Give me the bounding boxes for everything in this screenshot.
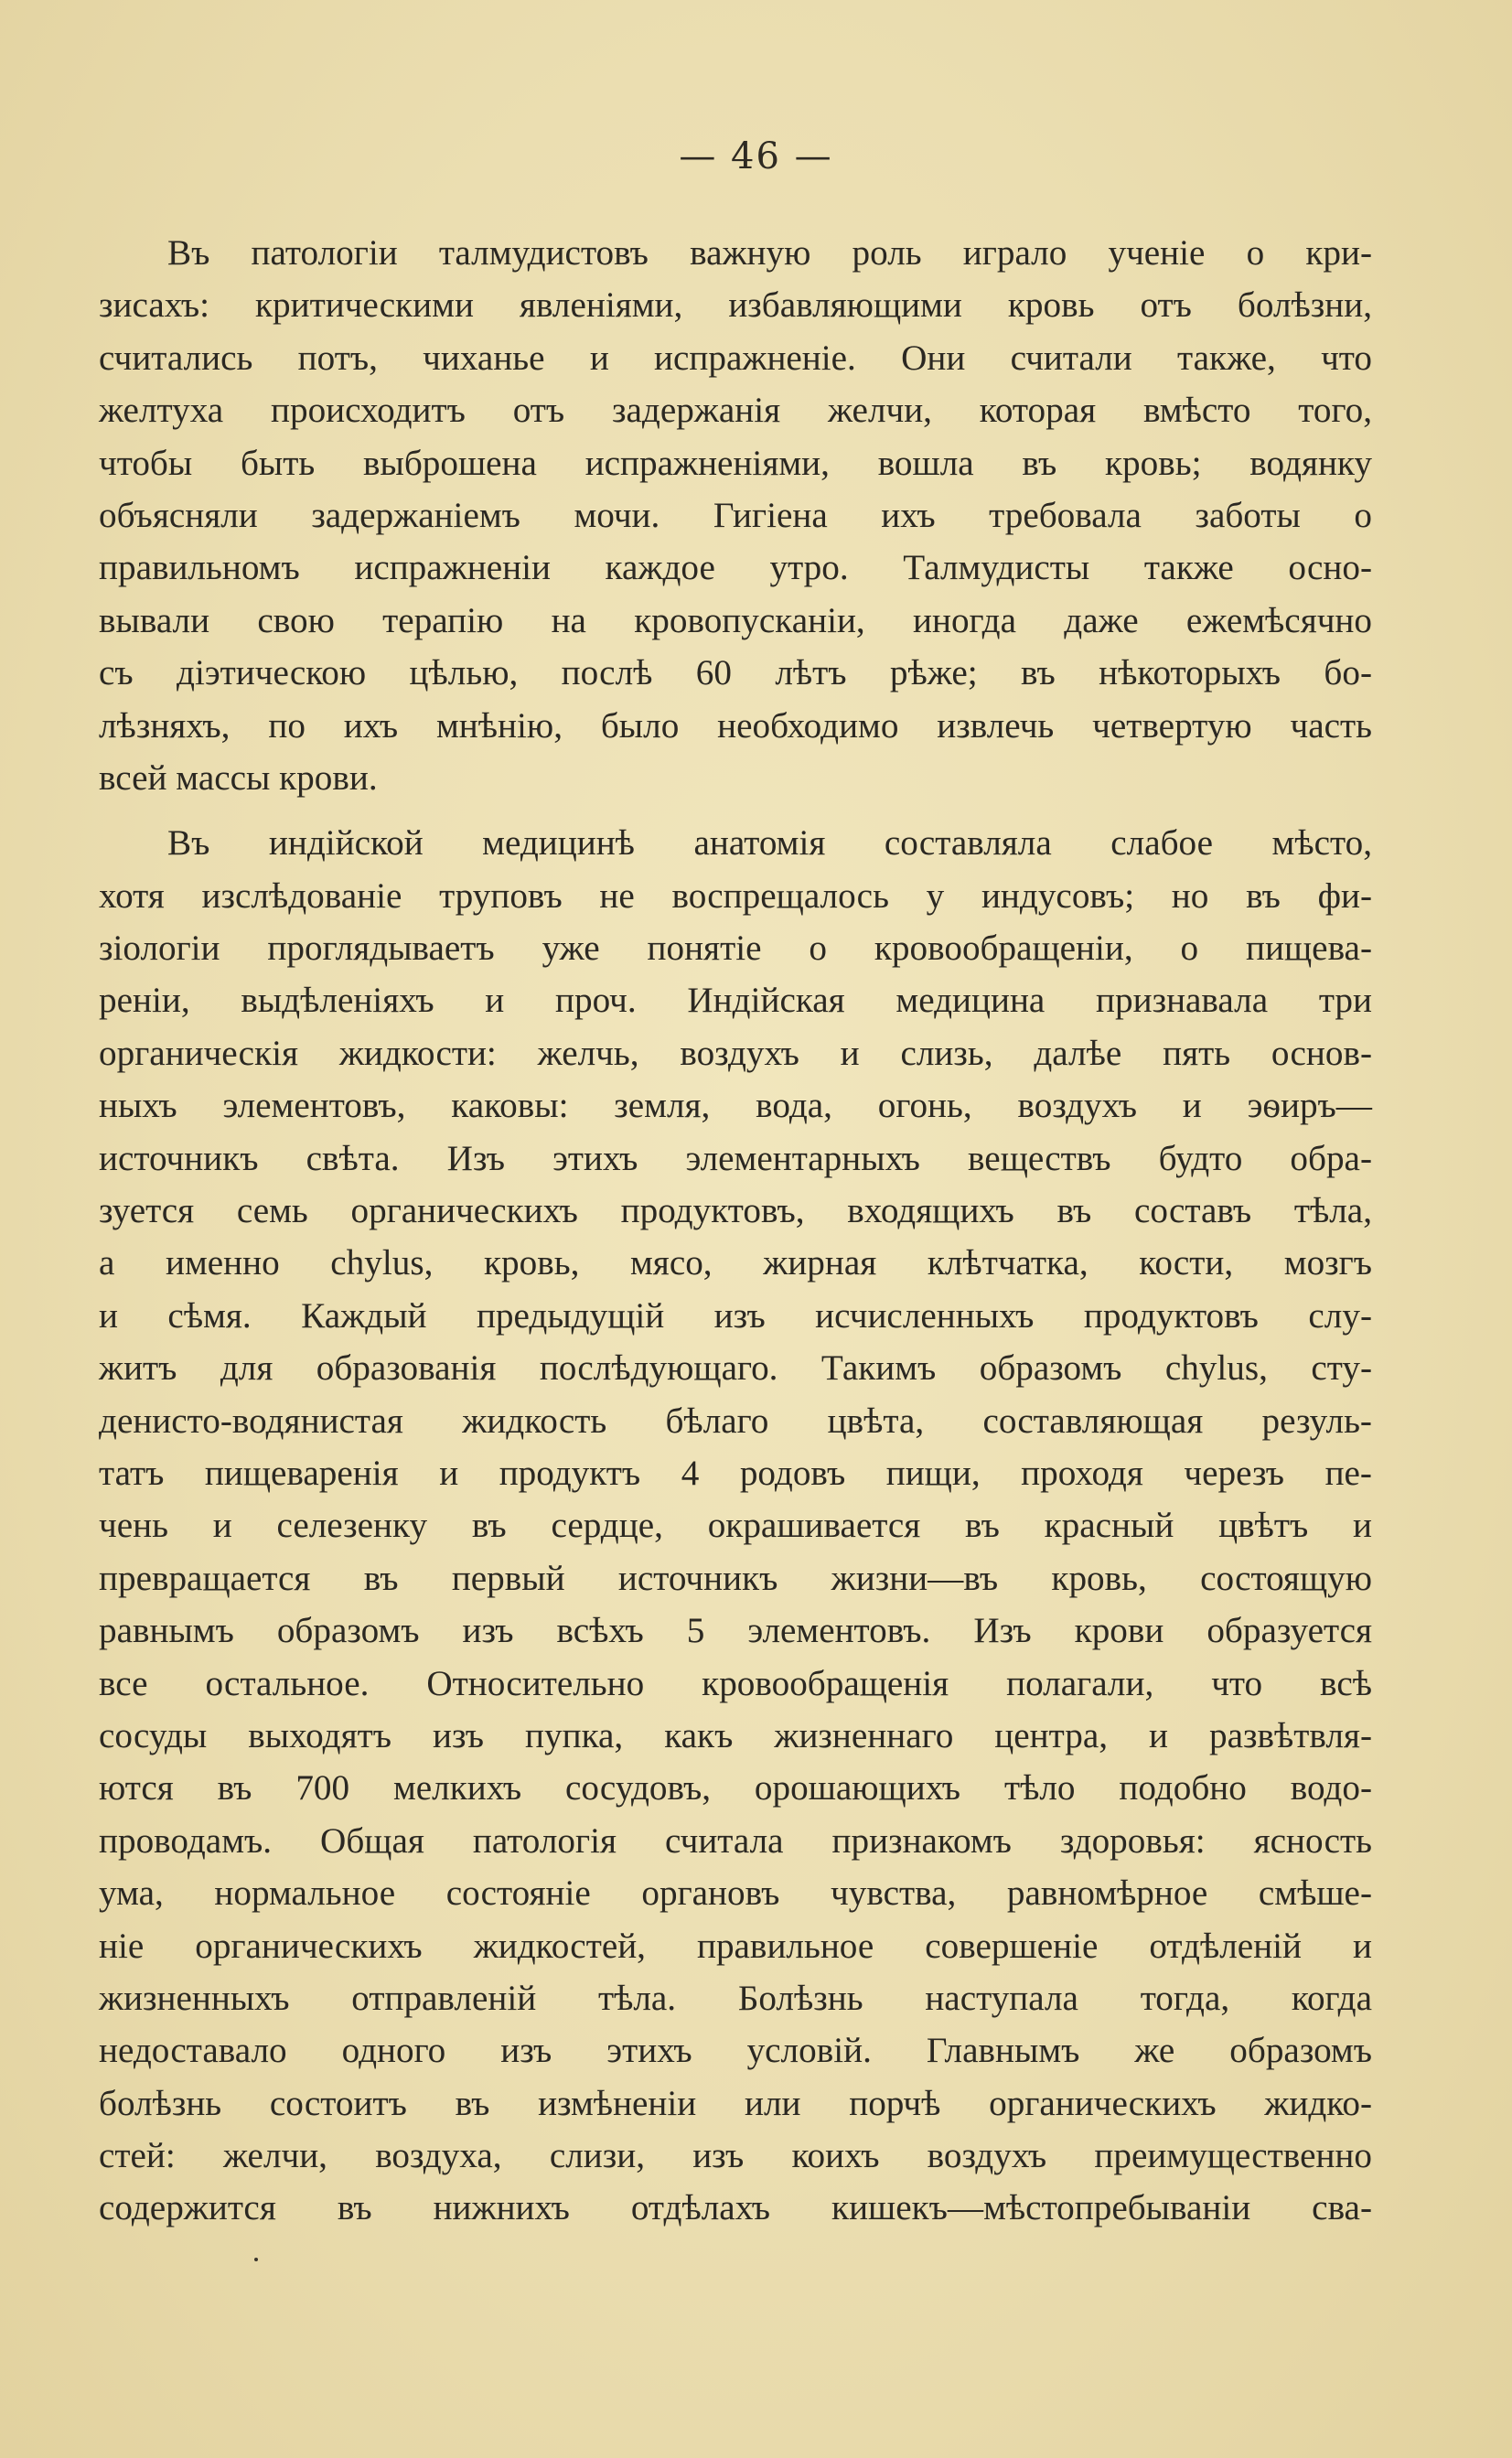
text-line: Въ индійской медицинѣ анатомія составляла слабое мѣсто, [167, 823, 1372, 864]
text-line: хотя изслѣдованіе труповъ не воспрещалось у индусовъ; но въ фи- [99, 875, 1372, 916]
ink-speck [254, 2258, 258, 2261]
text-line: недоставало одного изъ этихъ условій. Главнымъ же образомъ [99, 2031, 1372, 2071]
text-line: ума, нормальное состояніе органовъ чувства, равномѣрное смѣше- [99, 1873, 1372, 1914]
text-line: проводамъ. Общая патологія считала признакомъ здоровья: ясность [99, 1820, 1372, 1861]
text-line: стей: желчи, воздуха, слизи, изъ коихъ воздухъ преимущественно [99, 2136, 1372, 2176]
text-line: чень и селезенку въ сердце, окрашивается въ красный цвѣтъ и [99, 1506, 1372, 1546]
text-line: чтобы быть выброшена испражненіями, вошла въ кровь; водянку [99, 443, 1372, 483]
text-line: желтуха происходитъ отъ задержанія желчи, которая вмѣсто того, [99, 391, 1372, 431]
text-line: ются въ 700 мелкихъ сосудовъ, орошающихъ тѣло подобно водо- [99, 1768, 1372, 1809]
text-line: вывали свою терапію на кровопусканіи, иногда даже ежемѣсячно [99, 600, 1372, 640]
paragraph-talmudist-pathology [99, 227, 1372, 804]
text-line: источникъ свѣта. Изъ этихъ элементарныхъ веществъ будто обра- [99, 1138, 1372, 1178]
text-line: лѣзняхъ, по ихъ мнѣнію, было необходимо извлечь четвертую часть [99, 705, 1372, 746]
paragraph-indian-medicine [99, 817, 1372, 2235]
text-line: съ діэтическою цѣлью, послѣ 60 лѣтъ рѣже; въ нѣкоторыхъ бо- [99, 653, 1372, 693]
text-line: Въ патологіи талмудистовъ важную роль играло ученіе о кри- [167, 233, 1372, 273]
text-line: зіологіи проглядываетъ уже понятіе о кровообращеніи, о пищева- [99, 928, 1372, 969]
text-line: зуется семь органическихъ продуктовъ, входящихъ въ составъ тѣла, [99, 1191, 1372, 1231]
body-text [99, 227, 1372, 2235]
text-line: сосуды выходятъ изъ пупка, какъ жизненнаго центра, и развѣтвля- [99, 1715, 1372, 1755]
text-line: татъ пищеваренія и продуктъ 4 родовъ пищи, проходя черезъ пе- [99, 1453, 1372, 1493]
text-line: объясняли задержаніемъ мочи. Гигіена ихъ требовала заботы о [99, 495, 1372, 535]
text-line: всей массы крови. [99, 757, 378, 798]
text-line: все остальное. Относительно кровообращенія полагали, что всѣ [99, 1663, 1372, 1703]
text-line: считались потъ, чиханье и испражненіе. Они считали также, что [99, 338, 1372, 378]
text-line: равнымъ образомъ изъ всѣхъ 5 элементовъ. Изъ крови образуется [99, 1611, 1372, 1651]
text-line: органическія жидкости: желчь, воздухъ и слизь, далѣе пять основ- [99, 1033, 1372, 1073]
text-line: денисто-водянистая жидкость бѣлаго цвѣта, составляющая резуль- [99, 1401, 1372, 1441]
text-line: жизненныхъ отправленій тѣла. Болѣзнь наступала тогда, когда [99, 1978, 1372, 2018]
text-line: ныхъ элементовъ, каковы: земля, вода, огонь, воздухъ и эѳиръ— [99, 1086, 1372, 1126]
text-line: реніи, выдѣленіяхъ и проч. Индійская медицина признавала три [99, 981, 1372, 1021]
text-line: болѣзнь состоитъ въ измѣненіи или порчѣ органическихъ жидко- [99, 2083, 1372, 2123]
text-line: а именно chylus, кровь, мясо, жирная клѣтчатка, кости, мозгъ [99, 1243, 1372, 1283]
text-line: превращается въ первый источникъ жизни—въ кровь, состоящую [99, 1558, 1372, 1598]
text-line: житъ для образованія послѣдующаго. Такимъ образомъ chylus, сту- [99, 1348, 1372, 1389]
text-line: и сѣмя. Каждый предыдущій изъ исчисленныхъ продуктовъ слу- [99, 1295, 1372, 1336]
page-number: — 46 — [679, 135, 833, 177]
text-line: правильномъ испражненіи каждое утро. Талмудисты также осно- [99, 548, 1372, 588]
text-line: ніе органическихъ жидкостей, правильное совершеніе отдѣленій и [99, 1926, 1372, 1966]
text-line: зисахъ: критическими явленіями, избавляющими кровь отъ болѣзни, [99, 285, 1372, 326]
text-line: содержится въ нижнихъ отдѣлахъ кишекъ—мѣстопребываніи сва- [99, 2188, 1372, 2228]
